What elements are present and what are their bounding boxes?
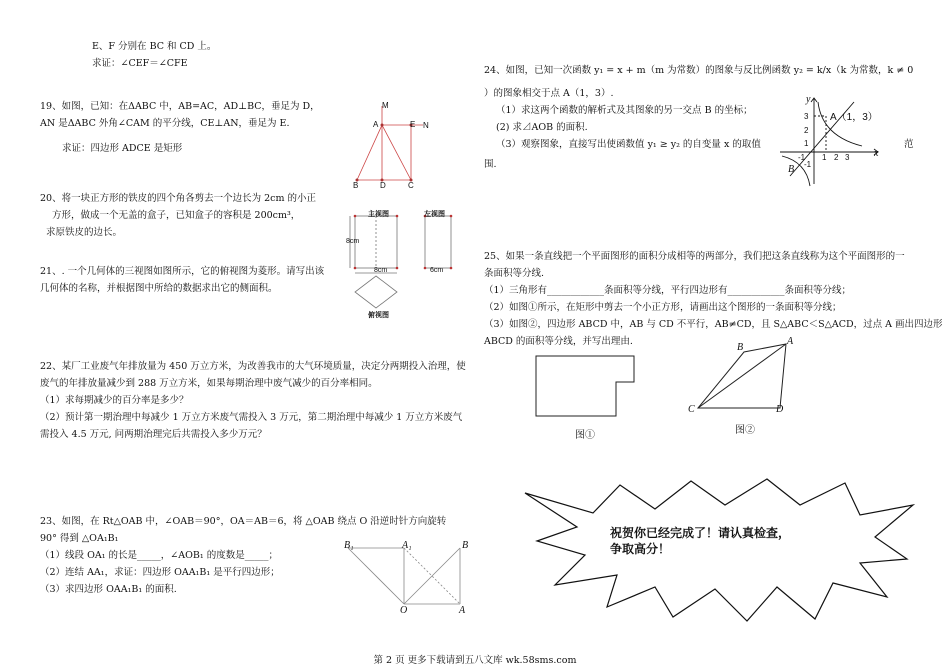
x-tick-neg1: -1 bbox=[798, 153, 806, 162]
page-footer: 第 2 页 更多下载请到五八文库 wk.58sms.com bbox=[373, 655, 577, 666]
x-axis-label: x bbox=[874, 148, 879, 159]
depth-label: 6cm bbox=[430, 267, 444, 274]
vertex-dot bbox=[396, 267, 399, 270]
q21-figure bbox=[345, 208, 455, 323]
text-line: ）的图象相交于点 A（1，3）. bbox=[484, 88, 614, 99]
label-c: C bbox=[408, 181, 414, 190]
vertex-dot bbox=[354, 267, 357, 270]
question-20 bbox=[40, 190, 316, 241]
text-line: 21、. 一个几何体的三视图如图所示，它的俯视图为菱形。请写出该 bbox=[40, 266, 325, 277]
text-line: ABCD 的面积等分线，并写出理由. bbox=[484, 336, 633, 347]
vertex-dot bbox=[450, 215, 453, 218]
y-tick-neg1: -1 bbox=[804, 160, 812, 169]
point-a bbox=[381, 124, 384, 127]
side-view bbox=[425, 216, 451, 268]
point-a-label: A（1，3） bbox=[830, 112, 878, 123]
text-line: 20、将一块正方形的铁皮的四个角各剪去一个边长为 2cm 的小正 bbox=[40, 193, 317, 204]
x-tick-1: 1 bbox=[822, 153, 827, 162]
text-line: 废气的年排放量减少到 288 万立方米，如果每期治理中废气减少的百分率相同。 bbox=[40, 378, 378, 389]
text-line: E、F 分别在 BC 和 CD 上。 bbox=[92, 41, 217, 52]
text-line: 几何体的名称，并根据图中所给的数据求出它的侧面积。 bbox=[40, 283, 278, 294]
text-line: 22、某厂工业废气年排放量为 450 万立方米，为改善我市的大气环境质量，决定分两期投入治理，使 bbox=[40, 361, 466, 372]
top-view bbox=[355, 276, 397, 308]
q19-lines bbox=[357, 106, 423, 180]
question-19 bbox=[40, 98, 320, 157]
label-m: M bbox=[382, 101, 389, 110]
figure-1-caption: 图① bbox=[575, 430, 595, 441]
label-a: A bbox=[787, 336, 794, 347]
top-view-label: 俯视图 bbox=[368, 312, 389, 319]
q18-tail bbox=[92, 38, 216, 72]
q19-figure bbox=[345, 98, 445, 190]
ab-line bbox=[357, 125, 382, 180]
ac-line bbox=[382, 125, 411, 180]
text-line: 需投入 4.5 万元, 问两期治理完后共需投入多少万元？ bbox=[40, 429, 267, 440]
text-line: （3）求四边形 OAA₁B₁ 的面积. bbox=[40, 584, 177, 595]
text-line: （1）求每期减少的百分率是多少？ bbox=[40, 395, 189, 406]
notched-rectangle bbox=[536, 356, 634, 416]
text-line: 求证：四边形 ADCE 是矩形 bbox=[62, 143, 183, 154]
vertex-dot bbox=[450, 267, 453, 270]
y-axis-label: y bbox=[806, 94, 811, 105]
text-line: （2）连结 AA₁，求证：四边形 OAA₁B₁ 是平行四边形； bbox=[40, 567, 280, 578]
x-tick-2: 2 bbox=[834, 153, 839, 162]
text-line: （3）观察图象，直接写出使函数值 y₁ ≥ y₂ 的自变量 x 的取值 bbox=[496, 139, 761, 150]
label-c: C bbox=[688, 404, 695, 415]
text-line: 围. bbox=[484, 159, 497, 170]
question-25 bbox=[484, 248, 943, 350]
front-view-label: 主视图 bbox=[368, 211, 389, 218]
question-21 bbox=[40, 263, 324, 297]
text-line: 23、如图，在 Rt△OAB 中，∠OAB＝90°，OA＝AB＝6，将 △OAB 绕点 O 沿逆时针方向旋转 bbox=[40, 516, 447, 527]
text-line: 范 bbox=[904, 139, 914, 150]
vertex-dot bbox=[354, 215, 357, 218]
x-tick-3: 3 bbox=[845, 153, 850, 162]
label-b: B bbox=[462, 540, 469, 551]
text-line: 25、如果一条直线把一个平面图形的面积分成相等的两部分，我们把这条直线称为这个平面图形的一 bbox=[484, 251, 905, 262]
label-d: D bbox=[380, 181, 386, 190]
text-line: AN 是ΔABC 外角∠CAM 的平分线，CE⊥AN，垂足为 E. bbox=[40, 118, 290, 129]
y-tick-1: 1 bbox=[804, 139, 809, 148]
width-label: 8cm bbox=[374, 267, 388, 274]
ob-line bbox=[404, 548, 460, 604]
label-a: A bbox=[373, 120, 379, 129]
text-line: (2) 求⊿AOB 的面积. bbox=[496, 122, 588, 133]
figure-2-caption: 图② bbox=[735, 425, 755, 436]
congratulations-banner bbox=[610, 525, 810, 557]
question-22 bbox=[40, 358, 466, 443]
label-d: D bbox=[776, 404, 784, 415]
label-a: A bbox=[459, 605, 466, 616]
text-line: 19、如图，已知：在ΔABC 中，AB=AC，AD⊥BC，垂足为 D， bbox=[40, 101, 320, 112]
label-e: E bbox=[410, 120, 416, 129]
text-line: （1）三角形有____________条面积等分线，平行四边形有____________条面积等分线； bbox=[484, 285, 852, 296]
text-line: 求证：∠CEF＝∠CFE bbox=[92, 58, 188, 69]
height-label: 8cm bbox=[346, 238, 360, 245]
label-b: B bbox=[353, 181, 359, 190]
ob1-line bbox=[348, 548, 404, 604]
text-line: （1）线段 OA₁ 的长是_____，∠AOB₁ 的度数是_____； bbox=[40, 550, 278, 561]
label-n: N bbox=[423, 121, 429, 130]
banner-line-2: 争取高分！ bbox=[610, 542, 671, 556]
label-b: B bbox=[737, 342, 744, 353]
q23-figure bbox=[340, 540, 480, 615]
y-tick-3: 3 bbox=[804, 112, 809, 121]
vertex-dot bbox=[396, 215, 399, 218]
text-line: （3）如图②，四边形 ABCD 中，AB 与 CD 不平行，AB≠CD，且 S△ABC＜S△ACD，过点 A 画出四边形 bbox=[484, 319, 943, 330]
text-line: （2）预计第一期治理中每减少 1 万立方米废气需投入 3 万元，第二期治理中每减少 1 万立方米废气 bbox=[40, 412, 463, 423]
label-o: O bbox=[400, 605, 408, 616]
text-line: 求原铁皮的边长。 bbox=[46, 227, 123, 238]
text-line: （1）求这两个函数的解析式及其图象的另一交点 B 的坐标； bbox=[496, 105, 753, 116]
text-line: 24、如图，已知一次函数 y₁ = x + m（m 为常数）的图象与反比例函数 y₂ = k/x（k 为常数，k ≠ 0 bbox=[484, 65, 914, 76]
text-line: （2）如图①所示，在矩形中剪去一个小正方形，请画出这个图形的一条面积等分线； bbox=[484, 302, 842, 313]
label-b1: B₁ bbox=[344, 540, 354, 551]
point-b-label: B bbox=[788, 164, 795, 175]
diagonal-ac bbox=[698, 344, 786, 408]
vertex-dot bbox=[424, 267, 427, 270]
side-view-label: 左视图 bbox=[424, 211, 445, 218]
text-line: 方形，做成一个无盖的盒子，已知盒子的容积是 200cm³， bbox=[52, 210, 301, 221]
text-line: 90° 得到 △OA₁B₁ bbox=[40, 533, 119, 544]
y-tick-2: 2 bbox=[804, 126, 809, 135]
text-line: 条面积等分线. bbox=[484, 268, 545, 279]
banner-line-1: 祝贺你已经完成了！请认真检查， bbox=[610, 526, 791, 540]
label-a1: A₁ bbox=[402, 540, 412, 551]
q25-figure-1 bbox=[530, 352, 650, 422]
